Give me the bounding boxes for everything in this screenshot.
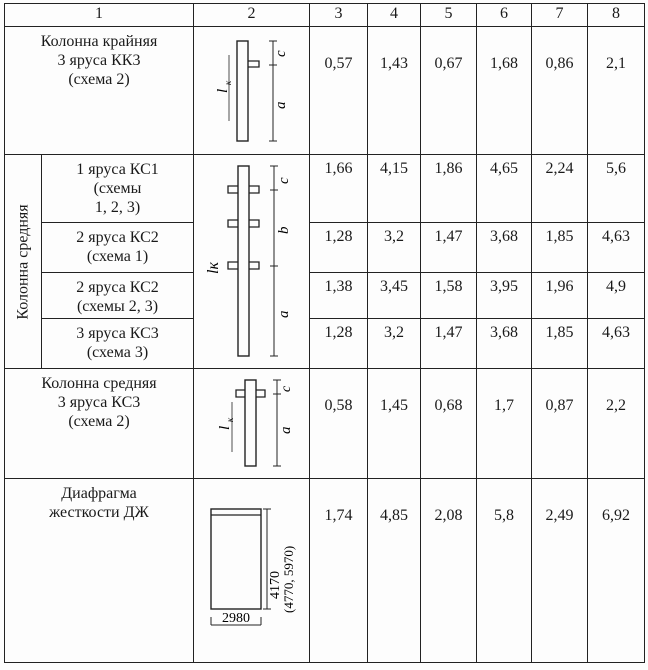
row-name-line: (схема 1) (86, 248, 149, 265)
sketch-label: lк (204, 261, 222, 274)
row-name-line: (схемы 2, 3) (76, 298, 159, 315)
value-cell: 4,85 (368, 479, 421, 663)
value-cell: 5,6 (588, 155, 645, 223)
row-name-cell (42, 273, 194, 319)
sketch-label: к (222, 80, 233, 85)
value-cell: 1,86 (421, 155, 477, 223)
row-name-cell (5, 27, 194, 155)
sketch-label: l (216, 425, 233, 430)
value-cell: 0,67 (421, 27, 477, 155)
header-cell: 3 (310, 4, 368, 27)
value-cell: 0,87 (532, 369, 588, 479)
header-cell: 8 (588, 4, 645, 27)
table-row (5, 223, 645, 273)
value-cell: 1,68 (477, 27, 532, 155)
value-cell: 4,15 (368, 155, 421, 223)
value-cell: 0,57 (310, 27, 368, 155)
row-name-line: (схема 3) (86, 344, 149, 361)
middle-column-3tier-sketch (207, 376, 297, 472)
sketch-label: l (214, 88, 231, 93)
value-cell: 4,63 (588, 319, 645, 369)
row-name-line: (схема 2) (68, 413, 130, 430)
value-cell: 4,65 (477, 155, 532, 223)
sketch-cell (194, 155, 310, 369)
value-cell: 1,58 (421, 273, 477, 319)
value-cell: 1,43 (368, 27, 421, 155)
edge-column-sketch (207, 35, 297, 147)
value-cell: 5,8 (477, 479, 532, 663)
header-cell: 6 (477, 4, 532, 27)
value-cell: 1,45 (368, 369, 421, 479)
row-name-line: Колонна крайняя (40, 33, 158, 50)
sketch-cell (194, 27, 310, 155)
value-cell: 0,68 (421, 369, 477, 479)
middle-column-sketch (202, 162, 302, 362)
value-cell: 2,08 (421, 479, 477, 663)
group-side-cell (5, 155, 42, 369)
sketch-label: b (275, 226, 292, 234)
row-name-line: жесткости ДЖ (49, 504, 149, 521)
row-name-line: 1 яруса КС1 (76, 161, 159, 178)
table-row (5, 479, 645, 663)
value-cell: 6,92 (588, 479, 645, 663)
value-cell: 1,85 (532, 319, 588, 369)
value-cell: 2,1 (588, 27, 645, 155)
value-cell: 0,58 (310, 369, 368, 479)
value-cell: 2,24 (532, 155, 588, 223)
table-row (5, 369, 645, 479)
sketch-label: к (224, 417, 235, 422)
header-cell: 4 (368, 4, 421, 27)
value-cell: 1,7 (477, 369, 532, 479)
value-cell: 1,66 (310, 155, 368, 223)
stiffness-diaphragm-sketch (197, 501, 307, 641)
value-cell: 1,85 (532, 223, 588, 273)
value-cell: 3,2 (368, 319, 421, 369)
sketch-label: 2980 (221, 610, 250, 626)
row-name-line: (схемы (93, 180, 142, 197)
row-name-line: 2 яруса КС2 (76, 229, 159, 246)
table-row (5, 27, 645, 155)
row-name-line: Диафрагма (61, 485, 137, 502)
value-cell: 3,68 (477, 319, 532, 369)
value-cell: 4,63 (588, 223, 645, 273)
sketch-label: c (278, 385, 294, 392)
sketch-label: c (272, 49, 289, 57)
value-cell: 3,68 (477, 223, 532, 273)
row-name-cell (42, 155, 194, 223)
row-name-line: 3 яруса КС3 (57, 394, 141, 411)
value-cell: 3,2 (368, 223, 421, 273)
row-name-line: 2 яруса КС2 (76, 279, 159, 296)
sketch-label: 4170 (267, 570, 283, 599)
sketch-cell (194, 369, 310, 479)
table-row (5, 155, 645, 223)
row-name-line: (схема 2) (68, 71, 130, 88)
value-cell: 1,74 (310, 479, 368, 663)
header-cell: 2 (194, 4, 310, 27)
value-cell: 1,28 (310, 319, 368, 369)
row-name-line: Колонна средняя (41, 375, 157, 392)
value-cell: 3,95 (477, 273, 532, 319)
row-name-cell (42, 223, 194, 273)
value-cell: 3,45 (368, 273, 421, 319)
sketch-cell (194, 479, 310, 663)
row-name-line: 3 яруса КС3 (76, 325, 159, 342)
value-cell: 1,28 (310, 223, 368, 273)
row-name-cell (42, 319, 194, 369)
row-name-line: 3 яруса КК3 (57, 52, 141, 69)
sketch-label: a (277, 426, 294, 434)
value-cell: 1,96 (532, 273, 588, 319)
value-cell: 1,38 (310, 273, 368, 319)
value-cell: 4,9 (588, 273, 645, 319)
sketch-label: a (272, 101, 289, 109)
sketch-label: a (275, 310, 292, 318)
header-row (5, 4, 645, 27)
row-name-cell (5, 369, 194, 479)
row-name-line: 1, 2, 3) (94, 199, 141, 216)
header-cell: 5 (421, 4, 477, 27)
table-row (5, 319, 645, 369)
table-row (5, 273, 645, 319)
group-side-label: Колонна средняя (14, 203, 32, 320)
sketch-label: (4770, 5970) (280, 545, 296, 613)
header-cell: 7 (532, 4, 588, 27)
sketch-label: c (275, 176, 292, 184)
row-name-cell (5, 479, 194, 663)
value-cell: 0,86 (532, 27, 588, 155)
header-cell: 1 (5, 4, 194, 27)
value-cell: 1,47 (421, 223, 477, 273)
value-cell: 1,47 (421, 319, 477, 369)
specification-table (4, 3, 645, 663)
value-cell: 2,49 (532, 479, 588, 663)
value-cell: 2,2 (588, 369, 645, 479)
